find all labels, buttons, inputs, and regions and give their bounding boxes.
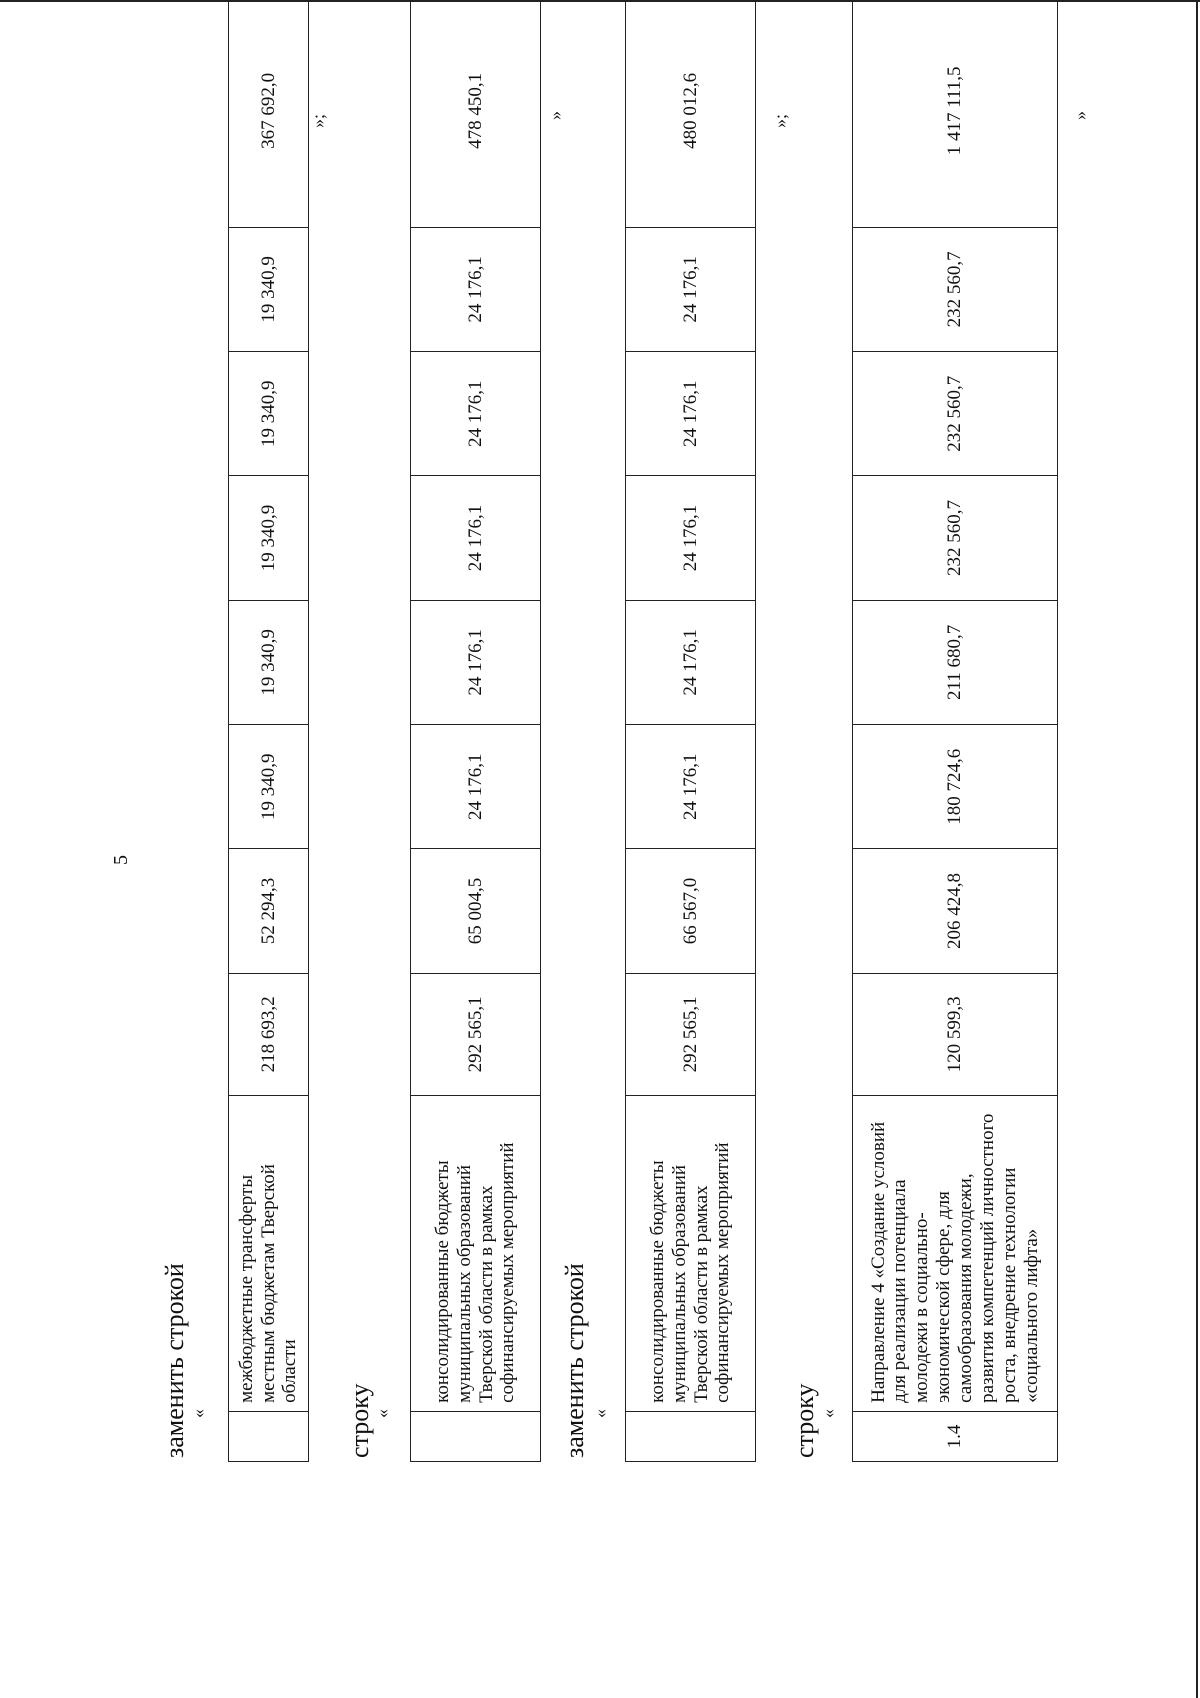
- row-description: консолидированные бюджеты муниципальных образований Тверской области в рамках софинансируемых мероприятий: [626, 1096, 756, 1412]
- value-cell-total: 1 417 111,5: [853, 0, 1058, 227]
- close-quote-2: »: [545, 111, 565, 120]
- value-cell-2: 65 004,5: [411, 849, 541, 973]
- table-block-2: [410, 0, 541, 1462]
- table-block-3: [625, 0, 756, 1462]
- value-cell-7: 19 340,9: [229, 227, 309, 351]
- scan-edge-top: [0, 0, 1200, 2]
- close-quote-1: »;: [308, 113, 328, 128]
- value-cell-1: 292 565,1: [626, 973, 756, 1095]
- value-cell-total: 478 450,1: [411, 0, 541, 227]
- table-block-4: [852, 0, 1058, 1462]
- table-row: [411, 0, 541, 1462]
- value-cell-1: 292 565,1: [411, 973, 541, 1095]
- row-number: 1.4: [853, 1411, 1058, 1461]
- value-cell-3: 24 176,1: [626, 725, 756, 849]
- value-cell-7: 24 176,1: [626, 227, 756, 351]
- row-description: межбюджетные трансферты местным бюджетам Тверской области: [229, 1096, 309, 1412]
- value-cell-5: 24 176,1: [626, 476, 756, 600]
- heading-line-2: строку: [345, 1383, 374, 1458]
- table-row: [626, 0, 756, 1462]
- value-cell-2: 52 294,3: [229, 849, 309, 973]
- value-cell-3: 24 176,1: [411, 725, 541, 849]
- value-cell-3: 180 724,6: [853, 725, 1058, 849]
- heading-replace-3: заменить строкой: [560, 1263, 589, 1458]
- value-cell-6: 24 176,1: [411, 352, 541, 476]
- value-cell-5: 24 176,1: [411, 476, 541, 600]
- value-cell-total: 480 012,6: [626, 0, 756, 227]
- value-cell-5: 232 560,7: [853, 476, 1058, 600]
- value-cell-2: 66 567,0: [626, 849, 756, 973]
- heading-replace-1: заменить строкой: [160, 1263, 189, 1458]
- open-quote-3: «: [590, 1409, 610, 1418]
- value-cell-5: 19 340,9: [229, 476, 309, 600]
- value-cell-7: 232 560,7: [853, 227, 1058, 351]
- row-description: консолидированные бюджеты муниципальных образований Тверской области в рамках софинансируемых мероприятий: [411, 1096, 541, 1412]
- row-number: [626, 1411, 756, 1461]
- scan-edge-right: [1196, 0, 1198, 1698]
- value-cell-4: 24 176,1: [626, 600, 756, 724]
- row-description: Направление 4 «Создание условий для реализации потенциала молодежи в социально-экономической сфере, для самообразования молодежи, развития компетенций личностного роста, внедрение технологии «социального лифта»: [853, 1096, 1058, 1412]
- value-cell-3: 19 340,9: [229, 725, 309, 849]
- close-quote-3: »;: [770, 113, 790, 128]
- open-quote-1: «: [188, 1409, 208, 1418]
- value-cell-4: 211 680,7: [853, 600, 1058, 724]
- value-cell-6: 19 340,9: [229, 352, 309, 476]
- heading-line-4: строку: [790, 1383, 819, 1458]
- close-quote-4: »: [1070, 111, 1090, 120]
- row-number: [229, 1411, 309, 1461]
- value-cell-4: 24 176,1: [411, 600, 541, 724]
- value-cell-7: 24 176,1: [411, 227, 541, 351]
- open-quote-4: «: [818, 1409, 838, 1418]
- value-cell-1: 120 599,3: [853, 973, 1058, 1095]
- open-quote-2: «: [372, 1409, 392, 1418]
- value-cell-4: 19 340,9: [229, 600, 309, 724]
- table-row: [229, 0, 309, 1462]
- value-cell-2: 206 424,8: [853, 849, 1058, 973]
- row-number: [411, 1411, 541, 1461]
- value-cell-total: 367 692,0: [229, 0, 309, 227]
- value-cell-1: 218 693,2: [229, 973, 309, 1095]
- table-row: [853, 0, 1058, 1462]
- table-block-1: [228, 0, 309, 1462]
- page-number: 5: [110, 855, 132, 865]
- value-cell-6: 232 560,7: [853, 352, 1058, 476]
- value-cell-6: 24 176,1: [626, 352, 756, 476]
